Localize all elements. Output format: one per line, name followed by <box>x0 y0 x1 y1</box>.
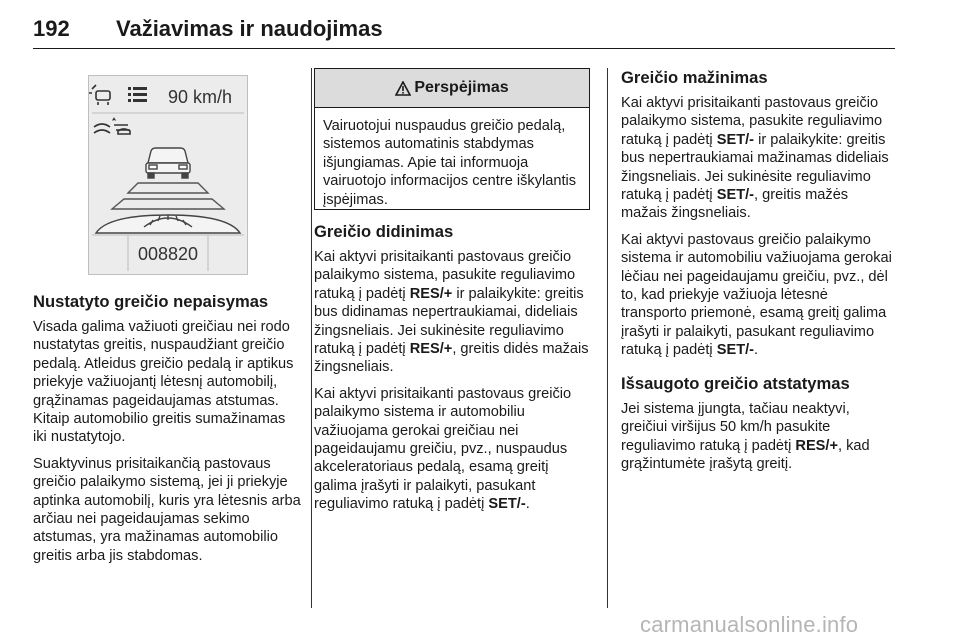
section-heading-resume: Išsaugoto greičio atstatymas <box>621 373 850 393</box>
instrument-cluster-figure <box>88 75 248 275</box>
watermark: carmanualsonline.info <box>640 612 859 637</box>
page-number: 192 <box>33 16 70 41</box>
warning-header <box>315 69 589 108</box>
odometer-readout: 008820 <box>137 244 199 264</box>
paragraph: Kai aktyvi prisitaikanti pastovaus greičio palaikymo sistema, pasukite reguliavimo ratuką į padėtį SET/- ir palaikykite: greitis bus nepertraukiamai mažinamas dideliais žingsneliais. Jei sukinėsite reguliavimo ratuką į padėtį SET/-, greitis mažės mažais žingsneliais. <box>621 95 889 222</box>
cluster-illustration <box>88 75 248 275</box>
control-position: SET/- <box>716 187 755 204</box>
warning-title: Perspėjimas <box>414 79 509 96</box>
column-right <box>621 68 893 481</box>
paragraph: Jei sistema įjungta, tačiau neaktyvi, greičiui viršijus 50 km/h pasukite reguliavimo ratuką į padėtį RES/+, kad grąžintumėte įrašytą greitį. <box>621 400 870 472</box>
following-distance-icon <box>128 87 147 102</box>
warning-text: Vairuotojui nuspaudus greičio pedalą, sistemos automatinis stabdymas išjungiamas. Apie tai informuoja vairuotojo informacijos centre iškylantis įspėjimas. <box>323 118 577 208</box>
paragraph: Suaktyvinus prisitaikančią pastovaus greičio palaikymo sistemą, jei ji priekyje aptinka automobilį, kuris yra lėtesnis arba arčiau nei pageidaujamas sekimo atstumas, yra mažinamas automobilio greitis arba jis stabdomas. <box>33 455 301 564</box>
control-position: RES/+ <box>795 437 838 454</box>
section-heading-override: Nustatyto greičio nepaisymas <box>33 292 269 311</box>
control-position: SET/- <box>716 342 755 359</box>
column-divider <box>607 68 608 608</box>
warning-triangle-icon <box>395 81 411 96</box>
column-left <box>33 292 301 573</box>
warning-box <box>314 68 590 210</box>
paragraph: Kai aktyvi prisitaikanti pastovaus greičio palaikymo sistema, pasukite reguliavimo ratuką į padėtį RES/+ ir palaikykite: greitis bus didinamas nepertraukiamai, dideliais žingsneliais. Jei sukinėsite reguliavimo ratuką į padėtį RES/+, greitis didės mažais žingsneliais. <box>314 249 589 376</box>
column-middle <box>314 222 590 522</box>
control-position: SET/- <box>488 496 526 513</box>
paragraph: Kai aktyvi prisitaikanti pastovaus greičio palaikymo sistema ir automobiliu važiuojama gerokai greičiau nei pageidaujamu greičiu, pvz., nuspaudus akceleratoriaus pedalą, esamą greitį galima įrašyti ir palaikyti, pasukant reguliavimo ratuką į padėtį SET/-. <box>314 385 572 513</box>
set-speed-readout: 90 km/h <box>168 87 233 107</box>
section-heading-decrease: Greičio mažinimas <box>621 68 768 87</box>
column-divider <box>311 68 312 608</box>
paragraph: Kai aktyvi pastovaus greičio palaikymo sistema ir automobiliu važiuojama gerokai lėčiau nei pageidaujamu greičiu, pvz., dėl to, kad priekyje važiuoja lėtesnė transporto priemonė, esamą greitį galima įrašyti ir palaikyti, pasukant reguliavimo ratuką į padėtį SET/-. <box>621 231 892 359</box>
control-position: RES/+ <box>409 341 453 358</box>
control-position: SET/- <box>716 131 755 148</box>
section-heading-increase: Greičio didinimas <box>314 222 454 241</box>
car-ahead-icon <box>146 148 190 178</box>
page-header <box>33 10 895 49</box>
chapter-title: Važiavimas ir naudojimas <box>116 16 383 41</box>
paragraph: Visada galima važiuoti greičiau nei rodo nustatytas greitis, nuspaudžiant greičio pedalą. Atleidus greičio pedalą ir aptikus priekyje važiuojantį lėtesnį automobilį, grąžinamas pageidaujamas atstumas. Kitaip automobilio greitis sumažinamas iki nustatytojo. <box>33 319 294 446</box>
control-position: RES/+ <box>409 285 453 302</box>
